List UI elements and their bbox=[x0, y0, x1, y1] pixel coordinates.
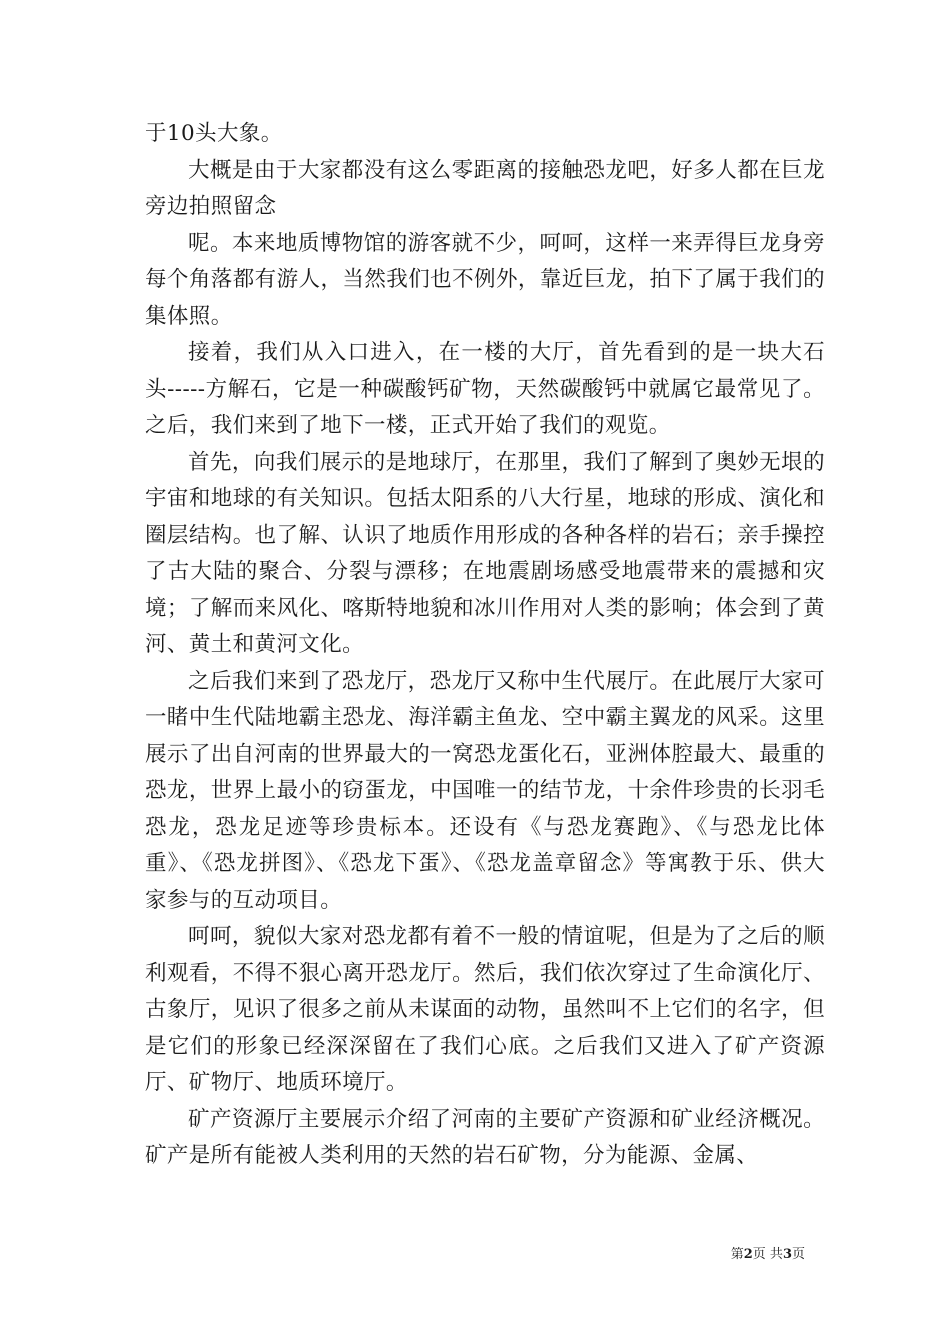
paragraph: 呢。本来地质博物馆的游客就不少，呵呵，这样一来弄得巨龙身旁每个角落都有游人，当然我们也不例外，靠近巨龙，拍下了属于我们的集体照。 bbox=[145, 230, 825, 329]
current-page-number: 2 bbox=[743, 1247, 753, 1262]
paragraph: 呵呵，貌似大家对恐龙都有着不一般的情谊呢，但是为了之后的顺利观看，不得不狠心离开恐龙厅。然后，我们依次穿过了生命演化厅、古象厅，见识了很多之前从未谋面的动物，虽然叫不上它们的名字，但是它们的形象已经深深留在了我们心底。之后我们又进入了矿产资源厅、矿物厅、地质环境厅。 bbox=[145, 924, 825, 1095]
paragraph: 之后我们来到了恐龙厅，恐龙厅又称中生代展厅。在此展厅大家可一睹中生代陆地霸主恐龙、海洋霸主鱼龙、空中霸主翼龙的风采。这里展示了出自河南的世界最大的一窝恐龙蛋化石，亚洲体腔最大、最重的恐龙，世界上最小的窃蛋龙，中国唯一的结节龙，十余件珍贵的长羽毛恐龙，恐龙足迹等珍贵标本。还设有《与恐龙赛跑》、《与恐龙比体重》、《恐龙拼图》、《恐龙下蛋》、《恐龙盖章留念》等寓教于乐、供大家参与的互动项目。 bbox=[145, 668, 825, 913]
paragraph: 大概是由于大家都没有这么零距离的接触恐龙吧，好多人都在巨龙旁边拍照留念 bbox=[145, 157, 825, 219]
paragraph-continuation: 于10头大象。 bbox=[145, 121, 283, 146]
paragraph: 首先，向我们展示的是地球厅，在那里，我们了解到了奥妙无垠的宇宙和地球的有关知识。包括太阳系的八大行星，地球的形成、演化和圈层结构。也了解、认识了地质作用形成的各种各样的岩石；亲手操控了古大陆的聚合、分裂与漂移；在地震剧场感受地震带来的震撼和灾境；了解而来风化、喀斯特地貌和冰川作用对人类的影响；体会到了黄河、黄土和黄河文化。 bbox=[145, 449, 825, 657]
paragraph: 接着，我们从入口进入，在一楼的大厅，首先看到的是一块大石头-----方解石，它是一种碳酸钙矿物，天然碳酸钙中就属它最常见了。之后，我们来到了地下一楼，正式开始了我们的观览。 bbox=[145, 340, 825, 438]
total-pages-number: 3 bbox=[782, 1247, 792, 1262]
footer-prefix: 第 bbox=[730, 1247, 744, 1262]
page-number-footer bbox=[731, 1247, 805, 1263]
document-body bbox=[145, 116, 825, 1175]
footer-suffix: 页 bbox=[791, 1247, 805, 1262]
paragraph: 矿产资源厅主要展示介绍了河南的主要矿产资源和矿业经济概况。矿产是所有能被人类利用的天然的岩石矿物，分为能源、金属、 bbox=[145, 1106, 825, 1168]
footer-middle: 页 共 bbox=[752, 1247, 783, 1262]
